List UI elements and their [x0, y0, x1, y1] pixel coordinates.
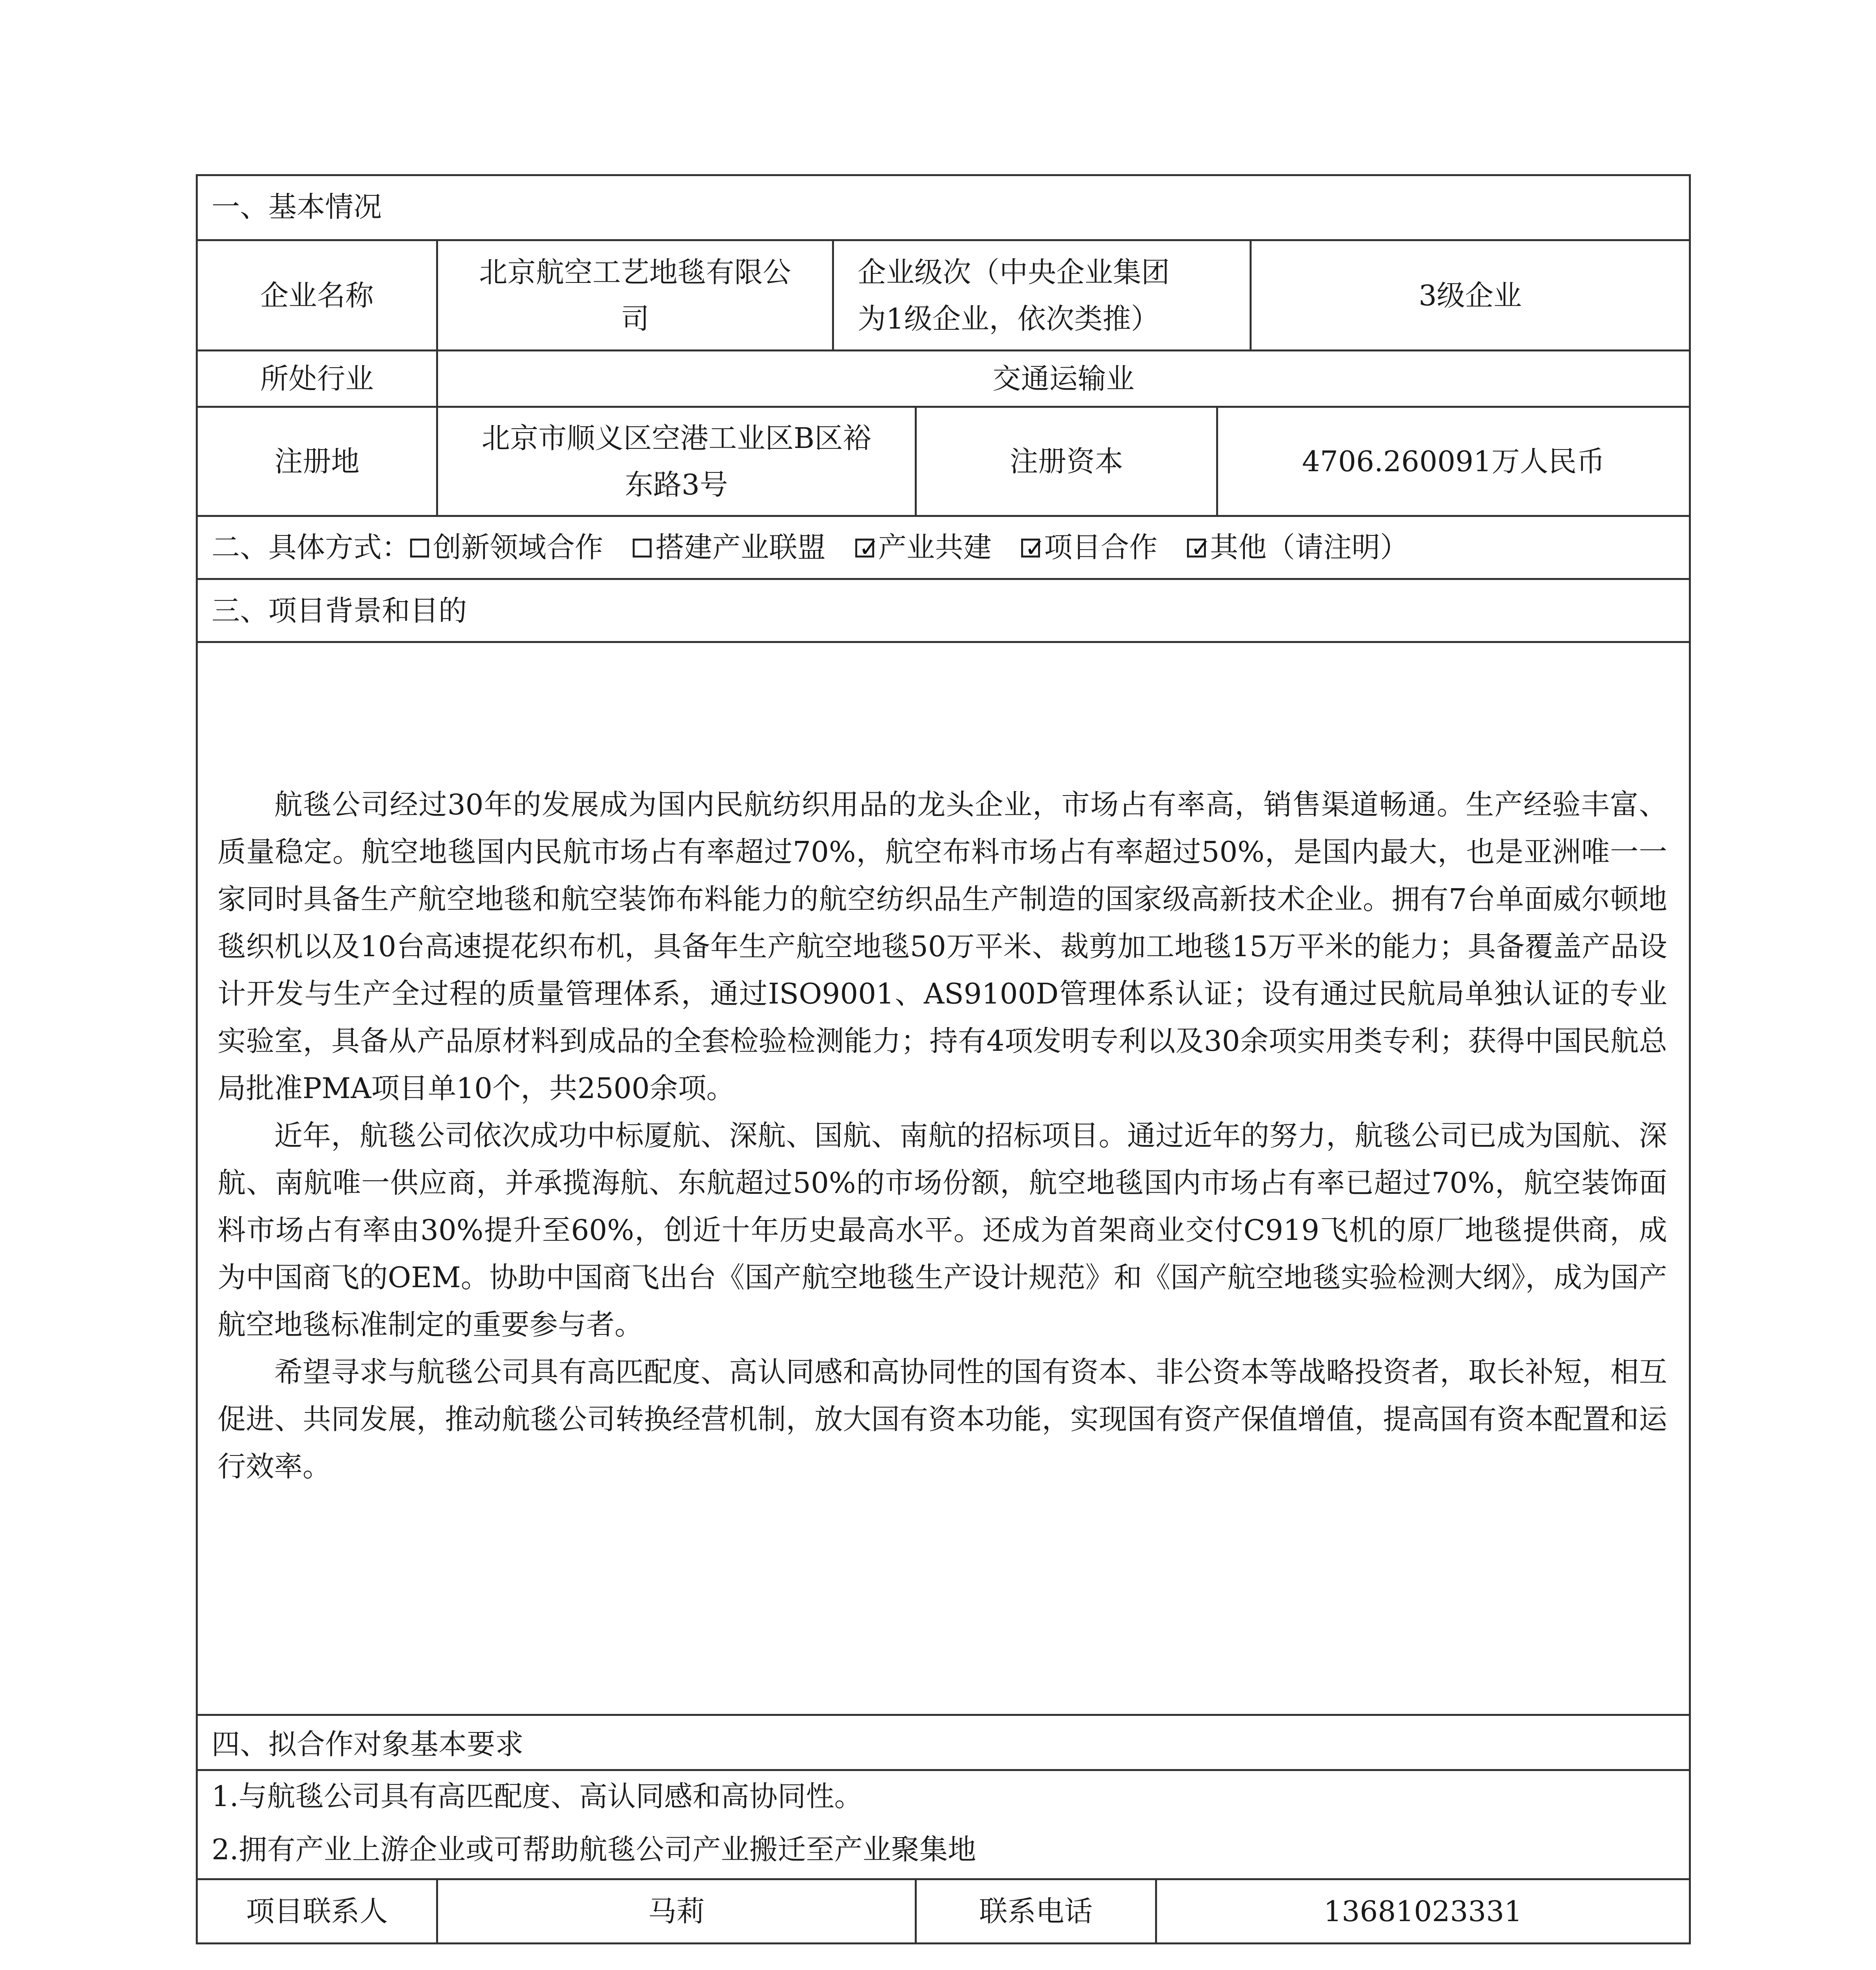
- company-level-label: [834, 241, 1250, 349]
- option-project-label: 项目合作: [1044, 530, 1158, 564]
- paragraph: 航毯公司经过30年的发展成为国内民航纺织用品的龙头企业，市场占有率高，销售渠道畅通。生产经验丰富、质量稳定。航空地毯国内民航市场占有率超过70%，航空布料市场占有率超过50%，是国内最大，也是亚洲唯一一家同时具备生产航空地毯和航空装饰布料能力的航空纺织品生产制造的国家级高新技术企业。拥有7台单面威尔顿地毯织机以及10台高速提花织布机，具备年生产航空地毯50万平米、裁剪加工地毯15万平米的能力；具备覆盖产品设计开发与生产全过程的质量管理体系，通过ISO9001、AS9100D管理体系认证；设有通过民航局单独认证的专业实验室，具备从产品原材料到成品的全套检验检测能力；持有4项发明专利以及30余项实用类专利；获得中国民航总局批准PMA项目单10个，共2500余项。: [217, 788, 1667, 1105]
- company-name-label: 企业名称: [260, 279, 374, 312]
- checkbox-alliance[interactable]: [633, 539, 652, 558]
- option-innovation[interactable]: [410, 516, 603, 579]
- option-alliance[interactable]: [633, 516, 826, 579]
- address-value: [438, 408, 915, 515]
- company-level-label-line-2: 为1级企业，依次类推）: [858, 302, 1159, 335]
- option-alliance-label: 搭建产业联盟: [656, 530, 826, 564]
- check-icon: ✓: [1191, 533, 1211, 562]
- cooperation-mode-row: [212, 516, 1408, 578]
- paragraph: 希望寻求与航毯公司具有高匹配度、高认同感和高协同性的国有资本、非公资本等战略投资者，取长补短，相互促进、共同发展，推动航毯公司转换经营机制，放大国有资本功能，实现国有资产保值增值，提高国有资本配置和运行效率。: [217, 1355, 1667, 1483]
- address-line-1: 北京市顺义区空港工业区B区裕: [481, 422, 871, 455]
- capital-label: 注册资本: [1009, 445, 1123, 478]
- address-line-2: 东路3号: [625, 468, 728, 501]
- company-name-line-1: 北京航空工艺地毯有限公: [479, 255, 791, 289]
- company-level-label-line-1: 企业级次（中央企业集团: [858, 255, 1170, 289]
- industry-label: 所处行业: [260, 362, 374, 395]
- checkbox-co-build[interactable]: [855, 533, 879, 562]
- paragraph: 近年，航毯公司依次成功中标厦航、深航、国航、南航的招标项目。通过近年的努力，航毯公司已成为国航、深航、南航唯一供应商，并承揽海航、东航超过50%的市场份额，航空地毯国内市场占有率已超过70%，航空装饰面料市场占有率由30%提升至60%，创近十年历史最高水平。还成为首架商业交付C919飞机的原厂地毯提供商，成为中国商飞的OEM。协助中国商飞出台《国产航空地毯生产设计规范》和《国产航空地毯实验检测大纲》，成为国产航空地毯标准制定的重要参与者。: [217, 1119, 1667, 1341]
- section-4-title: 四、拟合作对象基本要求: [212, 1728, 524, 1761]
- option-project[interactable]: [1021, 516, 1157, 579]
- company-name-line-2: 司: [620, 302, 649, 335]
- option-other-label: 其他（请注明）: [1210, 530, 1409, 564]
- requirement-item: 1.与航毯公司具有高匹配度、高认同感和高协同性。: [212, 1780, 863, 1813]
- company-name-value: [438, 241, 832, 349]
- section-3-title: 三、项目背景和目的: [212, 594, 467, 627]
- capital-value: 4706.260091万人民币: [1302, 445, 1605, 478]
- checkbox-project[interactable]: [1021, 533, 1046, 562]
- checkbox-innovation[interactable]: [410, 539, 429, 558]
- phone-label: 联系电话: [979, 1895, 1093, 1928]
- industry-value: 交通运输业: [992, 362, 1135, 395]
- check-icon: ✓: [1025, 533, 1046, 562]
- check-icon: ✓: [859, 533, 879, 562]
- option-innovation-label: 创新领域合作: [433, 530, 604, 564]
- company-level-value: 3级企业: [1419, 279, 1522, 312]
- option-other[interactable]: [1187, 516, 1408, 579]
- section-1-title: 一、基本情况: [212, 190, 382, 223]
- option-co-build[interactable]: [855, 516, 992, 579]
- phone-value: 13681023331: [1324, 1895, 1522, 1928]
- section-2-title: 二、具体方式：: [212, 530, 410, 564]
- project-background-text: [217, 781, 1667, 1490]
- border: [1689, 174, 1691, 1944]
- contact-value: 马莉: [648, 1895, 705, 1928]
- option-co-build-label: 产业共建: [878, 530, 992, 564]
- border: [196, 174, 1691, 176]
- requirement-item: 2.拥有产业上游企业或可帮助航毯公司产业搬迁至产业聚集地: [212, 1833, 976, 1866]
- border: [196, 1942, 1691, 1944]
- address-label: 注册地: [274, 445, 360, 478]
- checkbox-other[interactable]: [1187, 533, 1211, 562]
- contact-label: 项目联系人: [246, 1895, 388, 1928]
- info-form-table: [196, 174, 1691, 1944]
